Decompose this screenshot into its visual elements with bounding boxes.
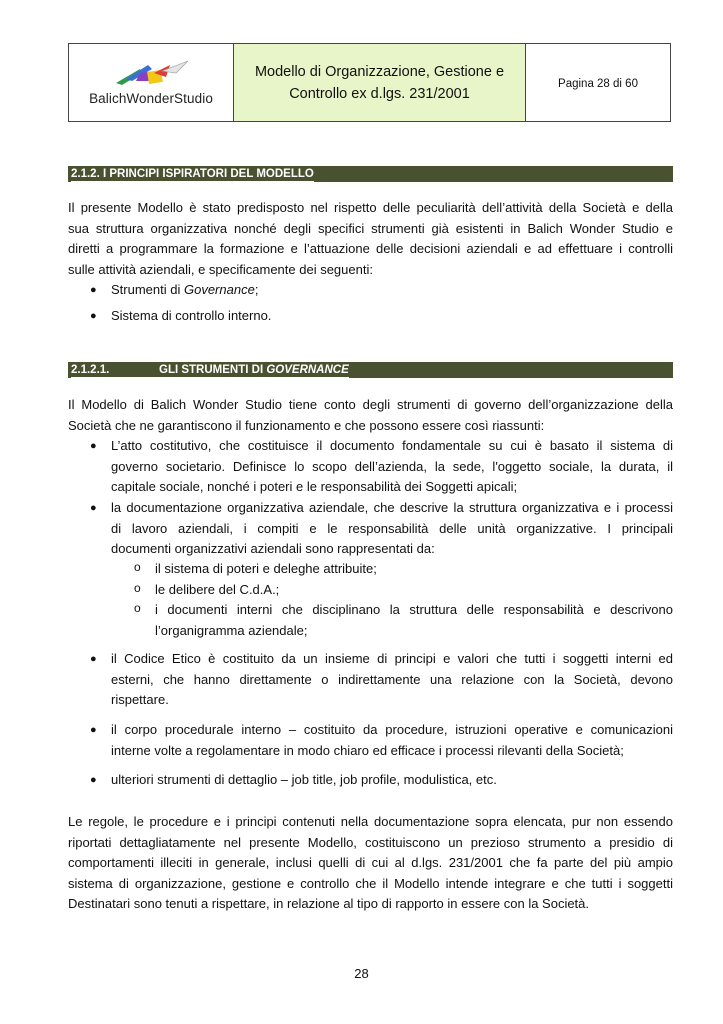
list-item-line: capitale sociale, nonché i poteri e le responsabilità dei Soggetti apicali; xyxy=(111,479,518,494)
page-label-cell xyxy=(526,44,670,121)
list-item-text: Sistema di controllo interno. xyxy=(111,308,272,323)
document-title-cell xyxy=(234,44,526,121)
subsection-title: GLI STRUMENTI DI xyxy=(159,364,267,376)
bullet-icon: ● xyxy=(90,310,97,322)
list-item-line: il Codice Etico è costituito da un insieme di principi e valori che tutti i soggetti interni ed xyxy=(111,651,673,666)
page-number: 28 xyxy=(354,966,369,981)
bullet-icon: ● xyxy=(90,440,97,452)
bullet-icon: ● xyxy=(90,284,97,296)
list-item-line: governo societario. Definisce lo scopo dell’azienda, la sede, l'oggetto sociale, la durata, il xyxy=(111,458,673,474)
sub-list-item-line: l’organigramma aziendale; xyxy=(155,622,308,638)
list-item xyxy=(111,498,673,560)
list-item-line: esterni, che hanno direttamente o indirettamente una relazione con la Società, devono xyxy=(111,671,673,687)
sub-bullet-icon: o xyxy=(134,560,141,574)
subsection-heading-bar xyxy=(68,362,673,378)
list-item xyxy=(111,720,673,761)
list-item xyxy=(111,770,497,791)
list-item-suffix: ; xyxy=(254,282,259,297)
logo-text: BalichWonderStudio xyxy=(89,91,213,106)
list-item xyxy=(111,306,271,327)
page-label: Pagina 28 di 60 xyxy=(558,78,638,90)
sub-list-item xyxy=(155,580,279,601)
list-item xyxy=(111,436,673,498)
document-title-line1: Modello di Organizzazione, Gestione e xyxy=(254,63,505,80)
subsection-title-italic: GOVERNANCE xyxy=(266,364,349,376)
section1-line: diretti a programmare la formazione e l’attuazione delle decisioni aziendali e ad effettuare i controlli xyxy=(68,241,673,256)
sub-list-item xyxy=(155,600,673,641)
list-item-line: documenti organizzativi aziendali sono rappresentati da: xyxy=(111,541,435,556)
sub-bullet-icon: o xyxy=(134,601,141,615)
sub-list-item-text: il sistema di poteri e deleghe attribuite; xyxy=(155,561,377,576)
sub-list-item-text: le delibere del C.d.A.; xyxy=(155,582,280,597)
section1-line: sulle attività aziendali, e specificamente dei seguenti: xyxy=(68,261,373,277)
list-item-text: Strumenti di xyxy=(111,282,184,297)
bullet-icon: ● xyxy=(90,653,97,665)
closing-line: sistema di organizzazione, gestione e controllo che il Modello intende integrare e che tutti i soggetti xyxy=(68,875,673,891)
list-item-text: ulteriori strumenti di dettaglio – job title, job profile, modulistica, etc. xyxy=(111,772,497,787)
section2-intro xyxy=(68,395,673,436)
section1-paragraph xyxy=(68,198,673,280)
document-title-line2: Controllo ex d.lgs. 231/2001 xyxy=(289,85,470,102)
closing-line: Destinatari sono tenuti a rispettare, in relazione al tipo di rapporto in essere con la Società. xyxy=(68,896,590,911)
logo-cell xyxy=(69,44,234,121)
closing-line: Le regole, le procedure e i principi contenuti nella documentazione sopra elencata, pur non essendo xyxy=(68,814,673,829)
section1-line: Il presente Modello è stato predisposto nel rispetto delle peculiarità dell’attività della Società e della xyxy=(68,200,673,215)
section2-intro-line: Il Modello di Balich Wonder Studio tiene conto degli strumenti di governo dell’organizzazione della xyxy=(68,397,673,412)
list-item-italic: Governance xyxy=(183,282,255,297)
bullet-icon: ● xyxy=(90,774,97,786)
subsection-heading xyxy=(71,363,349,378)
section2-intro-line: Società che ne garantiscono il funzionamento e che possono essere così riassunti: xyxy=(68,417,545,433)
closing-line: comportamenti illeciti in generale, inclusi quelli di cui al d.lgs. 231/2001 che fa parte del più ampio xyxy=(68,855,673,870)
list-item-line: il corpo procedurale interno – costituito da procedure, istruzioni operative e comunicazioni xyxy=(111,722,673,737)
list-item-line: L’atto costitutivo, che costituisce il documento fondamentale su cui è basato il sistema di xyxy=(111,438,673,453)
sub-bullet-icon: o xyxy=(134,581,141,595)
subsection-number: 2.1.2.1. xyxy=(71,364,110,376)
closing-line: riportati dettagliatamente nel presente Modello, costituiscono un prezioso strumento a presidio di xyxy=(68,834,673,850)
sub-list-item xyxy=(155,559,377,580)
sub-list-item-line: i documenti interni che disciplinano la struttura delle responsabilità e descrivono xyxy=(155,602,673,617)
bullet-icon: ● xyxy=(90,724,97,736)
section-heading: 2.1.2. I PRINCIPI ISPIRATORI DEL MODELLO xyxy=(71,168,314,180)
list-item xyxy=(111,280,258,301)
list-item-line: la documentazione organizzativa aziendale, che descrive la struttura organizzativa e i processi xyxy=(111,500,673,515)
closing-paragraph xyxy=(68,812,673,915)
company-logo-icon xyxy=(96,59,206,89)
list-item-line: interne volte a regolamentare in modo chiaro ed efficace i processi rilevanti della Società; xyxy=(111,742,624,758)
section-heading-bar xyxy=(68,166,673,182)
list-item xyxy=(111,649,673,711)
bullet-icon: ● xyxy=(90,502,97,514)
section1-line: sua struttura organizzativa nonché degli specifici strumenti già esistenti in Balich Wonder Studio e xyxy=(68,220,673,236)
document-header xyxy=(68,43,671,122)
list-item-line: rispettare. xyxy=(111,692,169,707)
list-item-line: di lavoro aziendali, i compiti e le responsabilità delle unità organizzative. I principali xyxy=(111,520,673,536)
